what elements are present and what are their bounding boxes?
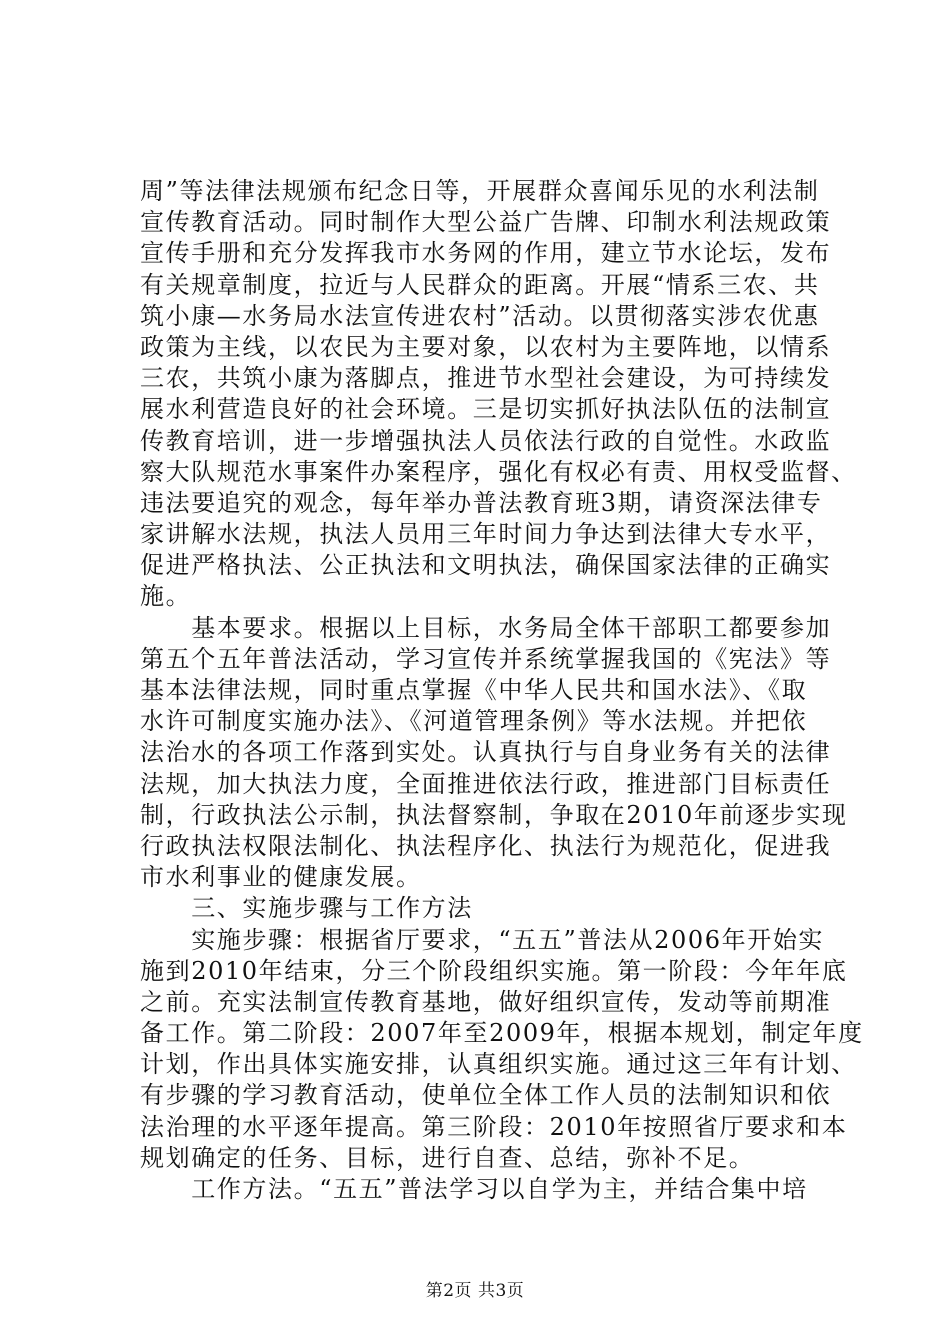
body-text: [140, 176, 864, 1205]
text-line: 三、实施步骤与工作方法: [140, 894, 473, 923]
text-line: 基本法律法规，同时重点掌握《中华人民共和国水法》、《取: [140, 676, 808, 704]
text-line: 计划，作出具体实施安排，认真组织实施。通过这三年有计划、: [140, 1050, 857, 1079]
text-line: 法治水的各项工作落到实处。认真执行与自身业务有关的法律: [140, 738, 832, 767]
text-line: 第五个五年普法活动，学习宣传并系统掌握我国的《宪法》等: [140, 644, 832, 673]
text-line: 有关规章制度，拉近与人民群众的距离。开展“情系三农、共: [140, 270, 820, 299]
text-line: 之前。充实法制宣传教育基地，做好组织宣传，发动等前期准: [140, 987, 832, 1016]
text-line: 实施步骤：根据省厅要求，“五五”普法从2006年开始实: [140, 925, 825, 954]
text-line: 制，行政执法公示制，执法督察制，争取在2010年前逐步实现: [140, 800, 848, 829]
text-line: 展水利营造良好的社会环境。三是切实抓好执法队伍的法制宣: [140, 395, 832, 424]
text-line: 宣传教育活动。同时制作大型公益广告牌、印制水利法规政策: [140, 208, 832, 237]
text-line: 传教育培训，进一步增强执法人员依法行政的自觉性。水政监: [140, 426, 832, 455]
text-line: 促进严格执法、公正执法和文明执法，确保国家法律的正确实: [140, 551, 832, 580]
text-line: 基本要求。根据以上目标，水务局全体干部职工都要参加: [140, 613, 832, 642]
text-line: 行政执法权限法制化、执法程序化、执法行为规范化，促进我: [140, 831, 832, 860]
text-line: 工作方法。“五五”普法学习以自学为主，并结合集中培: [140, 1175, 808, 1203]
text-line: 筑小康—水务局水法宣传进农村”活动。以贯彻落实涉农优惠: [140, 301, 820, 330]
text-line: 法规，加大执法力度，全面推进依法行政，推进部门目标责任: [140, 769, 832, 798]
text-line: 三农，共筑小康为落脚点，推进节水型社会建设，为可持续发: [140, 364, 832, 393]
text-line: 家讲解水法规，执法人员用三年时间力争达到法律大专水平，: [140, 520, 832, 549]
text-line: 法治理的水平逐年提高。第三阶段：2010年按照省厅要求和本: [140, 1112, 848, 1141]
text-line: 水许可制度实施办法》、《河道管理条例》等水法规。并把依: [140, 707, 808, 736]
text-line: 有步骤的学习教育活动，使单位全体工作人员的法制知识和依: [140, 1081, 832, 1110]
text-line: 规划确定的任务、目标，进行自查、总结，弥补不足。: [140, 1143, 755, 1172]
page-footer: 第2页 共3页: [425, 1281, 525, 1301]
text-line: 市水利事业的健康发展。: [140, 863, 422, 892]
text-line: 施到2010年结束，分三个阶段组织实施。第一阶段：今年年底: [140, 956, 848, 985]
text-line: 宣传手册和充分发挥我市水务网的作用，建立节水论坛，发布: [140, 239, 832, 268]
text-line: 政策为主线，以农民为主要对象，以农村为主要阵地，以情系: [140, 332, 832, 361]
text-line: 违法要追究的观念，每年举办普法教育班3期，请资深法律专: [140, 488, 823, 517]
text-line: 察大队规范水事案件办案程序，强化有权必有责、用权受监督、: [140, 457, 857, 486]
text-line: 施。: [140, 582, 192, 611]
text-line: 周”等法律法规颁布纪念日等，开展群众喜闻乐见的水利法制: [140, 177, 820, 205]
text-line: 备工作。第二阶段：2007年至2009年，根据本规划，制定年度: [140, 1019, 864, 1048]
